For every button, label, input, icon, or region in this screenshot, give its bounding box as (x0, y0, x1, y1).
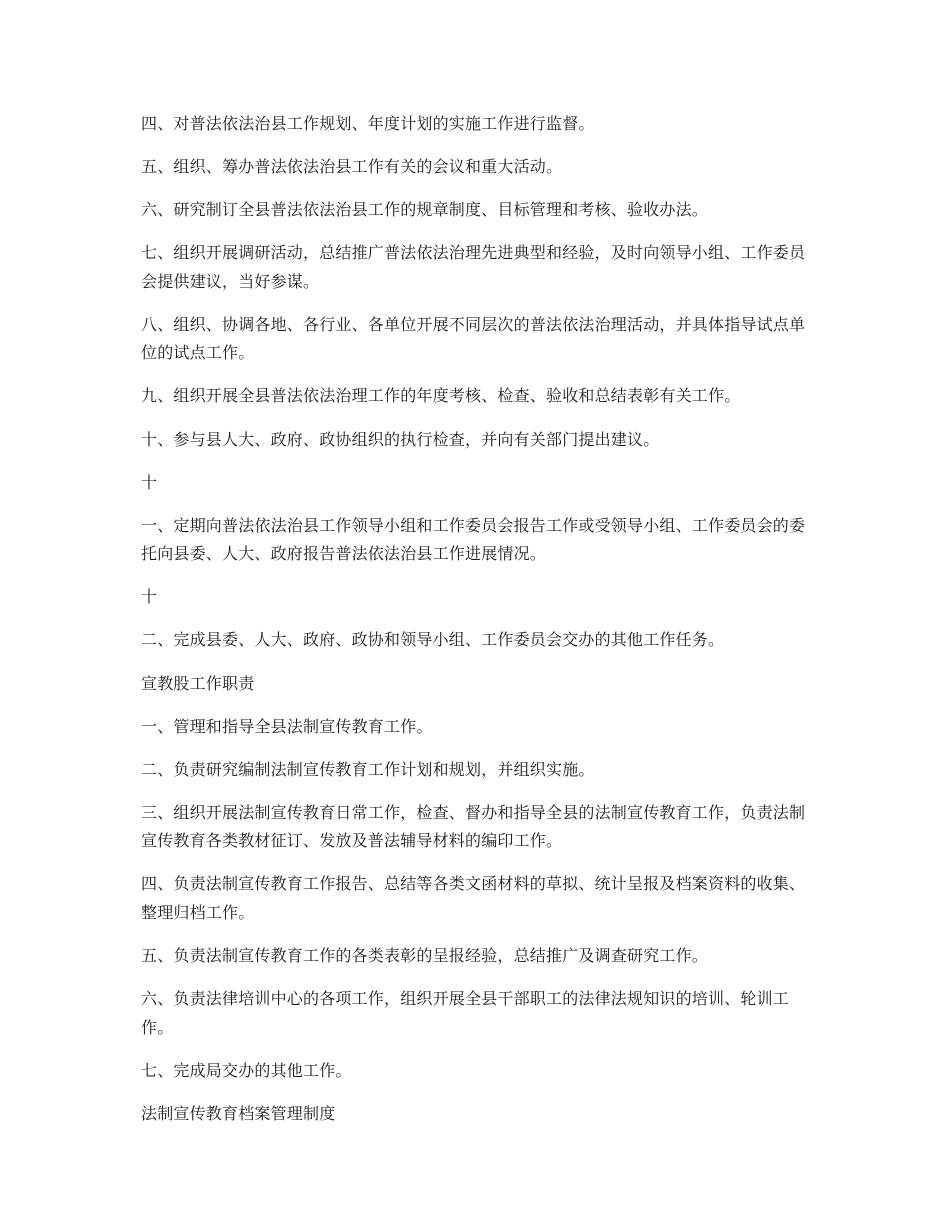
paragraph-training-center: 六、负责法律培训中心的各项工作，组织开展全县干部职工的法律法规知识的培训、轮训工作。 (141, 989, 790, 1037)
section-heading-publicity-education-duties: 宣教股工作职责 (141, 673, 255, 693)
paragraph-reports-archives: 四、负责法制宣传教育工作报告、总结等各类文函材料的草拟、统计呈报及档案资料的收集、整理归档工作。 (141, 874, 806, 922)
paragraph-rules-formulation: 六、研究制订全县普法依法治县工作的规章制度、目标管理和考核、验收办法。 (141, 200, 709, 220)
paragraph-commendations: 五、负责法制宣传教育工作的各类表彰的呈报经验，总结推广及调查研究工作。 (141, 946, 709, 965)
paragraph-research-activities: 七、组织开展调研活动，总结推广普法依法治理先进典型和经验，及时向领导小组、工作委员会提供建议，当好参谋。 (141, 243, 806, 291)
paragraph-organize-meetings: 五、组织、筹办普法依法治县工作有关的会议和重大活动。 (141, 157, 563, 177)
paragraph-report-progress: 一、定期向普法依法治县工作领导小组和工作委员会报告工作或受领导小组、工作委员会的委托向县委、人大、政府报告普法依法治县工作进展情况。 (141, 515, 806, 564)
document-body (141, 110, 811, 1143)
paragraph-coordinate-pilots: 八、组织、协调各地、各行业、各单位开展不同层次的普法依法治理活动，并具体指导试点单位的试点工作。 (141, 314, 806, 363)
paragraph-complete-tasks: 二、完成县委、人大、政府、政协和领导小组、工作委员会交办的其他工作任务。 (141, 630, 725, 650)
paragraph-supervise-plan: 四、对普法依法治县工作规划、年度计划的实施工作进行监督。 (141, 114, 595, 133)
paragraph-other-work: 七、完成局交办的其他工作。 (141, 1060, 352, 1080)
paragraph-participate-inspection: 十、参与县人大、政府、政协组织的执行检查，并向有关部门提出建议。 (141, 429, 660, 449)
paragraph-manage-guide: 一、管理和指导全县法制宣传教育工作。 (141, 716, 433, 736)
paragraph-number-fragment: 十 (141, 587, 158, 607)
paragraph-annual-assessment: 九、组织开展全县普法依法治理工作的年度考核、检查、验收和总结表彰有关工作。 (141, 386, 741, 406)
paragraph-daily-work: 三、组织开展法制宣传教育日常工作，检查、督办和指导全县的法制宣传教育工作，负责法制宣传教育各类教材征订、发放及普法辅导材料的编印工作。 (141, 802, 806, 851)
section-heading-archive-management: 法制宣传教育档案管理制度 (141, 1103, 336, 1123)
paragraph-number-fragment: 十 (141, 472, 158, 492)
paragraph-plan-compile: 二、负责研究编制法制宣传教育工作计划和规划，并组织实施。 (141, 759, 595, 779)
